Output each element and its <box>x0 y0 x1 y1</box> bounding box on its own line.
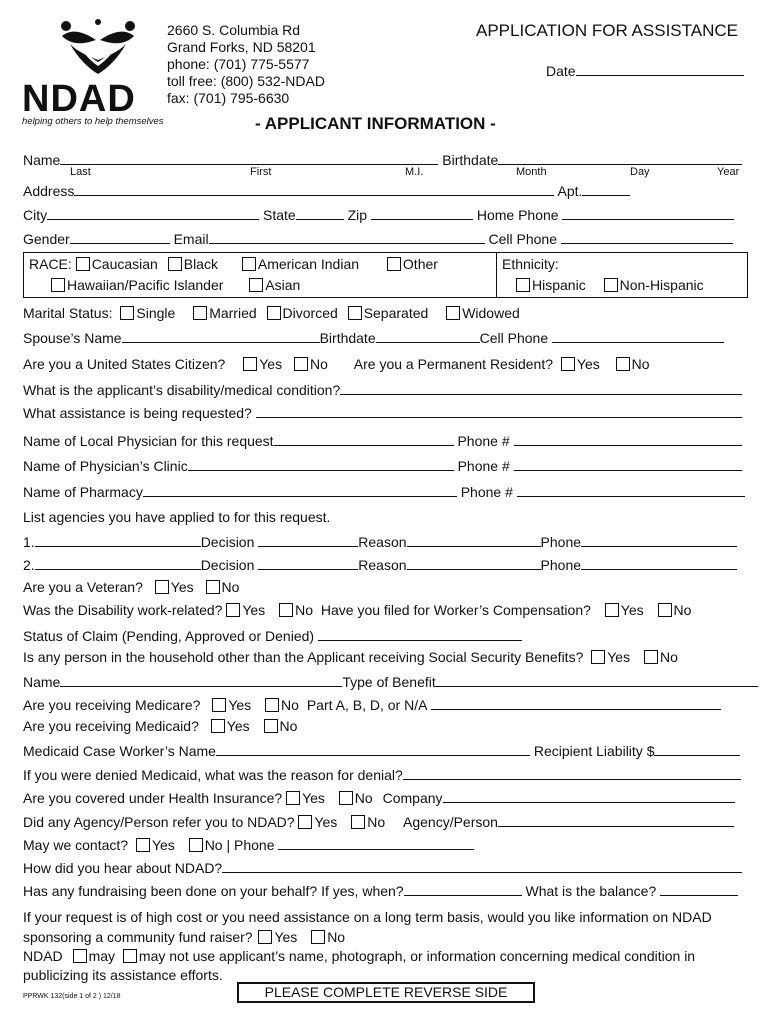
city-field[interactable] <box>47 205 259 220</box>
ss-no-label: No <box>659 649 678 665</box>
case-worker-field[interactable] <box>216 741 530 756</box>
medicaid-yes-checkbox[interactable] <box>211 719 225 733</box>
may-checkbox[interactable] <box>73 949 87 963</box>
pharmacy-label: Name of Pharmacy <box>23 484 143 500</box>
home-phone-field[interactable] <box>562 205 734 220</box>
contact-yes-checkbox[interactable] <box>136 838 150 852</box>
disability-field[interactable] <box>340 380 742 395</box>
claim-status-label: Status of Claim (Pending, Approved or Denied) <box>23 628 315 644</box>
sub-last: Last <box>70 166 91 178</box>
disability-row <box>23 380 748 398</box>
referral-no-label: No <box>367 814 386 830</box>
agency-2-num: 2. <box>23 557 35 573</box>
pharmacy-row <box>23 482 748 500</box>
fundraiser-yes-label: Yes <box>274 929 298 945</box>
org-address-line2: Grand Forks, ND 58201 <box>167 39 316 55</box>
company-field[interactable] <box>443 788 735 803</box>
insurance-yes-label: Yes <box>302 790 325 806</box>
veteran-question: Are you a Veteran? <box>23 579 143 595</box>
case-worker-label: Medicaid Case Worker’s Name <box>23 743 216 759</box>
citizen-no-label: No <box>309 356 328 372</box>
agency-2-reason-field[interactable] <box>407 555 541 570</box>
single-checkbox[interactable] <box>120 306 134 320</box>
agency-2-phone-label: Phone <box>540 557 582 573</box>
org-address-line1: 2660 S. Columbia Rd <box>167 22 301 38</box>
spouse-name-field[interactable] <box>122 328 320 343</box>
race-ethnicity-box <box>23 252 748 298</box>
benefit-row <box>23 672 748 690</box>
claim-status-field[interactable] <box>318 626 522 641</box>
disability-question: What is the applicant’s disability/medical condition? <box>23 382 341 398</box>
medicaid-row <box>23 718 748 734</box>
publicity-line-2: publicizing its assistance efforts. <box>23 967 223 983</box>
citizen-question: Are you a United States Citizen? <box>23 356 226 372</box>
gender-label: Gender <box>23 231 70 247</box>
denied-reason-question: If you were denied Medicaid, what was the reason for denial? <box>23 767 403 783</box>
medicaid-yes-label: Yes <box>226 718 250 734</box>
org-tagline: helping others to help themselves <box>22 116 164 127</box>
high-cost-question: sponsoring a community fund raiser? <box>23 929 253 945</box>
insurance-no-label: No <box>354 790 373 806</box>
other-race-label: Other <box>402 256 438 272</box>
veteran-row <box>23 579 748 595</box>
work-related-row <box>23 602 748 618</box>
clinic-field[interactable] <box>188 456 454 471</box>
hear-about-question: How did you hear about NDAD? <box>23 860 223 876</box>
insurance-row <box>23 788 748 806</box>
recipient-liability-label: Recipient Liability $ <box>533 743 655 759</box>
agency-2-decision-label: Decision <box>200 557 255 573</box>
denied-reason-field[interactable] <box>403 765 741 780</box>
physician-phone-label: Phone # <box>457 433 510 449</box>
clinic-label: Name of Physician’s Clinic <box>23 458 188 474</box>
section-title: - APPLICANT INFORMATION - <box>255 114 496 133</box>
fundraiser-yes-checkbox[interactable] <box>258 930 272 944</box>
ethnicity-label: Ethnicity: <box>502 256 559 272</box>
fundraising-when-field[interactable] <box>404 881 522 896</box>
agency-person-field[interactable] <box>498 812 734 827</box>
medicaid-no-label: No <box>279 718 298 734</box>
insurance-yes-checkbox[interactable] <box>286 791 300 805</box>
contact-row <box>23 835 748 853</box>
married-label: Married <box>209 305 257 321</box>
medicare-no-label: No <box>281 697 299 713</box>
asian-checkbox[interactable] <box>249 278 263 292</box>
benefit-person-label: Name <box>23 674 61 690</box>
assistance-field[interactable] <box>256 403 742 418</box>
medicare-yes-checkbox[interactable] <box>212 698 226 712</box>
contact-phone-field[interactable] <box>278 835 474 850</box>
form-title: APPLICATION FOR ASSISTANCE <box>476 21 738 40</box>
pharmacy-phone-field[interactable] <box>517 482 745 497</box>
may-label: may <box>88 948 116 964</box>
agency-2-reason-label: Reason <box>358 557 407 573</box>
spouse-birthdate-label: Birthdate <box>319 330 376 346</box>
american-indian-label: American Indian <box>257 256 360 272</box>
insurance-no-checkbox[interactable] <box>339 791 353 805</box>
comp-yes-checkbox[interactable] <box>605 603 619 617</box>
referral-question: Did any Agency/Person refer you to NDAD? <box>23 814 295 830</box>
contact-yes-label: Yes <box>151 837 175 853</box>
ndad-label: NDAD <box>23 948 63 964</box>
caucasian-checkbox[interactable] <box>76 257 90 271</box>
hawaiian-checkbox[interactable] <box>51 278 65 292</box>
sub-mi: M.I. <box>405 166 424 178</box>
name-label: Name <box>23 152 61 168</box>
agency-2-decision-field[interactable] <box>258 555 358 570</box>
date-field[interactable] <box>546 61 744 79</box>
comp-yes-label: Yes <box>620 602 644 618</box>
medicare-row <box>23 695 748 713</box>
hispanic-checkbox[interactable] <box>516 278 530 292</box>
agency-person-label: Agency/Person <box>403 814 498 830</box>
name-field[interactable] <box>60 150 438 165</box>
fundraiser-no-label: No <box>327 929 346 945</box>
separated-label: Separated <box>363 305 429 321</box>
physician-phone-field[interactable] <box>514 431 742 446</box>
black-checkbox[interactable] <box>168 257 182 271</box>
agency-1-phone-field[interactable] <box>581 532 737 547</box>
sub-month: Month <box>516 166 547 178</box>
medicaid-question: Are you receiving Medicaid? <box>23 718 199 734</box>
agency-1-decision-label: Decision <box>200 534 255 550</box>
perm-yes-checkbox[interactable] <box>561 357 575 371</box>
form-code: PPRWK 132(side 1 of 2 ) 12/18 <box>23 993 121 1000</box>
email-field[interactable] <box>209 229 485 244</box>
black-label: Black <box>183 256 218 272</box>
cell-phone-label: Cell Phone <box>488 231 557 247</box>
ndad-hands-heart-icon <box>58 18 138 76</box>
hispanic-label: Hispanic <box>532 277 586 293</box>
perm-resident-question: Are you a Permanent Resident? <box>353 356 553 372</box>
state-field[interactable] <box>296 205 344 220</box>
benefit-type-field[interactable] <box>436 672 758 687</box>
medicare-no-checkbox[interactable] <box>265 698 279 712</box>
veteran-no-label: No <box>221 579 240 595</box>
apt-field[interactable] <box>582 181 630 196</box>
work-no-checkbox[interactable] <box>279 603 293 617</box>
city-label: City <box>23 207 48 223</box>
agency-1-field[interactable] <box>35 532 201 547</box>
sub-first: First <box>250 166 272 178</box>
address-row <box>23 181 748 199</box>
gender-row <box>23 229 748 247</box>
comp-no-checkbox[interactable] <box>658 603 672 617</box>
assistance-question: What assistance is being requested? <box>23 405 252 421</box>
divorced-label: Divorced <box>282 305 338 321</box>
city-row <box>23 205 748 223</box>
publicity-line-1 <box>23 948 748 964</box>
company-label: Company <box>382 790 443 806</box>
sub-day: Day <box>630 166 650 178</box>
work-no-label: No <box>295 602 313 618</box>
workers-comp-question: Have you filed for Worker’s Compensation? <box>320 602 591 618</box>
high-cost-line-2 <box>23 929 748 945</box>
referral-row <box>23 812 748 830</box>
benefit-type-label: Type of Benefit <box>342 674 436 690</box>
home-phone-label: Home Phone <box>476 207 559 223</box>
address-field[interactable] <box>74 181 554 196</box>
spouse-name-label: Spouse’s Name <box>23 330 122 346</box>
contact-no-checkbox[interactable] <box>189 838 203 852</box>
birthdate-field[interactable] <box>498 150 742 165</box>
address-label: Address <box>23 183 75 199</box>
clinic-phone-field[interactable] <box>514 456 742 471</box>
case-worker-row <box>23 741 748 759</box>
apt-label: Apt. <box>557 183 583 199</box>
caucasian-label: Caucasian <box>91 256 158 272</box>
hear-about-row <box>23 858 748 876</box>
contact-question: May we contact? <box>23 837 129 853</box>
veteran-yes-label: Yes <box>170 579 194 595</box>
physician-field[interactable] <box>274 431 454 446</box>
referral-no-checkbox[interactable] <box>351 815 365 829</box>
agency-1-reason-label: Reason <box>358 534 407 550</box>
agency-1-decision-field[interactable] <box>258 532 358 547</box>
medicaid-no-checkbox[interactable] <box>264 719 278 733</box>
spouse-cell-field[interactable] <box>552 328 724 343</box>
zip-label: Zip <box>347 207 368 223</box>
zip-field[interactable] <box>371 205 473 220</box>
non-hispanic-checkbox[interactable] <box>604 278 618 292</box>
agency-1-num: 1. <box>23 534 35 550</box>
denied-row <box>23 765 748 783</box>
spouse-row <box>23 328 748 346</box>
ss-benefits-row <box>23 649 748 665</box>
org-tollfree: toll free: (800) 532-NDAD <box>167 73 325 89</box>
date-label: Date <box>546 63 576 79</box>
marital-row <box>23 305 748 321</box>
veteran-yes-checkbox[interactable] <box>155 580 169 594</box>
agency-1-reason-field[interactable] <box>407 532 541 547</box>
clinic-phone-label: Phone # <box>457 458 510 474</box>
pharmacy-phone-label: Phone # <box>460 484 513 500</box>
ss-no-checkbox[interactable] <box>644 650 658 664</box>
non-hispanic-label: Non-Hispanic <box>619 277 704 293</box>
widowed-label: Widowed <box>462 305 520 321</box>
insurance-question: Are you covered under Health Insurance? <box>23 790 283 806</box>
may-not-label: may not use applicant’s name, photograph, or information concerning medical condition in <box>138 948 696 964</box>
balance-field[interactable] <box>660 881 738 896</box>
fundraising-question: Has any fundraising been done on your behalf? If yes, when? <box>23 883 404 899</box>
fundraiser-no-checkbox[interactable] <box>311 930 325 944</box>
sub-year: Year <box>717 166 740 178</box>
separated-checkbox[interactable] <box>348 306 362 320</box>
medicare-part-label: Part A, B, D, or N/A <box>306 697 427 713</box>
medicare-yes-label: Yes <box>228 697 252 713</box>
married-checkbox[interactable] <box>193 306 207 320</box>
clinic-row <box>23 456 748 474</box>
org-name-wordmark: NDAD <box>22 78 136 120</box>
perm-no-label: No <box>631 356 650 372</box>
race-divider <box>496 253 497 297</box>
assistance-row <box>23 403 748 421</box>
spouse-cell-label: Cell Phone <box>479 330 549 346</box>
hear-about-field[interactable] <box>222 858 742 873</box>
agency-1-phone-label: Phone <box>540 534 582 550</box>
agency-row-2 <box>23 555 748 573</box>
agency-row-1 <box>23 532 748 550</box>
perm-no-checkbox[interactable] <box>616 357 630 371</box>
marital-label: Marital Status: <box>23 305 113 321</box>
american-indian-checkbox[interactable] <box>242 257 256 271</box>
single-label: Single <box>136 305 176 321</box>
veteran-no-checkbox[interactable] <box>206 580 220 594</box>
ss-yes-checkbox[interactable] <box>591 650 605 664</box>
hawaiian-label: Hawaiian/Pacific Islander <box>67 277 224 293</box>
cell-phone-field[interactable] <box>561 229 733 244</box>
referral-yes-checkbox[interactable] <box>298 815 312 829</box>
agency-2-phone-field[interactable] <box>581 555 737 570</box>
high-cost-line-1: If your request is of high cost or you need assistance on a long term basis, would you like information on NDAD <box>23 909 712 925</box>
citizen-yes-checkbox[interactable] <box>243 357 257 371</box>
citizen-no-checkbox[interactable] <box>294 357 308 371</box>
recipient-liability-field[interactable] <box>654 741 740 756</box>
may-not-checkbox[interactable] <box>123 949 137 963</box>
work-yes-checkbox[interactable] <box>226 603 240 617</box>
agency-2-field[interactable] <box>35 555 201 570</box>
perm-yes-label: Yes <box>576 356 600 372</box>
contact-no-phone-label: No | Phone <box>204 837 275 853</box>
physician-label: Name of Local Physician for this request <box>23 433 274 449</box>
fundraising-row <box>23 881 748 899</box>
citizen-row <box>23 356 748 372</box>
medicare-question: Are you receiving Medicare? <box>23 697 201 713</box>
race-label: RACE: <box>29 256 72 272</box>
divorced-checkbox[interactable] <box>267 306 281 320</box>
email-label: Email <box>173 231 209 247</box>
ss-yes-label: Yes <box>607 649 631 665</box>
comp-no-label: No <box>673 602 692 618</box>
state-label: State <box>263 207 296 223</box>
work-related-question: Was the Disability work-related? <box>23 602 223 618</box>
citizen-yes-label: Yes <box>259 356 283 372</box>
pharmacy-field[interactable] <box>143 482 457 497</box>
org-phone: phone: (701) 775-5577 <box>167 56 310 72</box>
other-race-checkbox[interactable] <box>387 257 401 271</box>
referral-yes-label: Yes <box>314 814 338 830</box>
work-yes-label: Yes <box>242 602 266 618</box>
ss-benefits-question: Is any person in the household other than the Applicant receiving Social Security Benefits? <box>23 649 584 665</box>
agencies-header: List agencies you have applied to for this request. <box>23 509 331 525</box>
widowed-checkbox[interactable] <box>446 306 460 320</box>
org-fax: fax: (701) 795-6630 <box>167 90 290 106</box>
gender-field[interactable] <box>70 229 170 244</box>
balance-label: What is the balance? <box>525 883 657 899</box>
reverse-side-notice: PLEASE COMPLETE REVERSE SIDE <box>237 982 535 1003</box>
claim-row <box>23 626 748 644</box>
birthdate-label: Birthdate <box>442 152 499 168</box>
benefit-person-field[interactable] <box>60 672 342 687</box>
spouse-birthdate-field[interactable] <box>376 328 480 343</box>
physician-row <box>23 431 748 449</box>
medicare-part-field[interactable] <box>431 695 721 710</box>
asian-label: Asian <box>265 277 301 293</box>
